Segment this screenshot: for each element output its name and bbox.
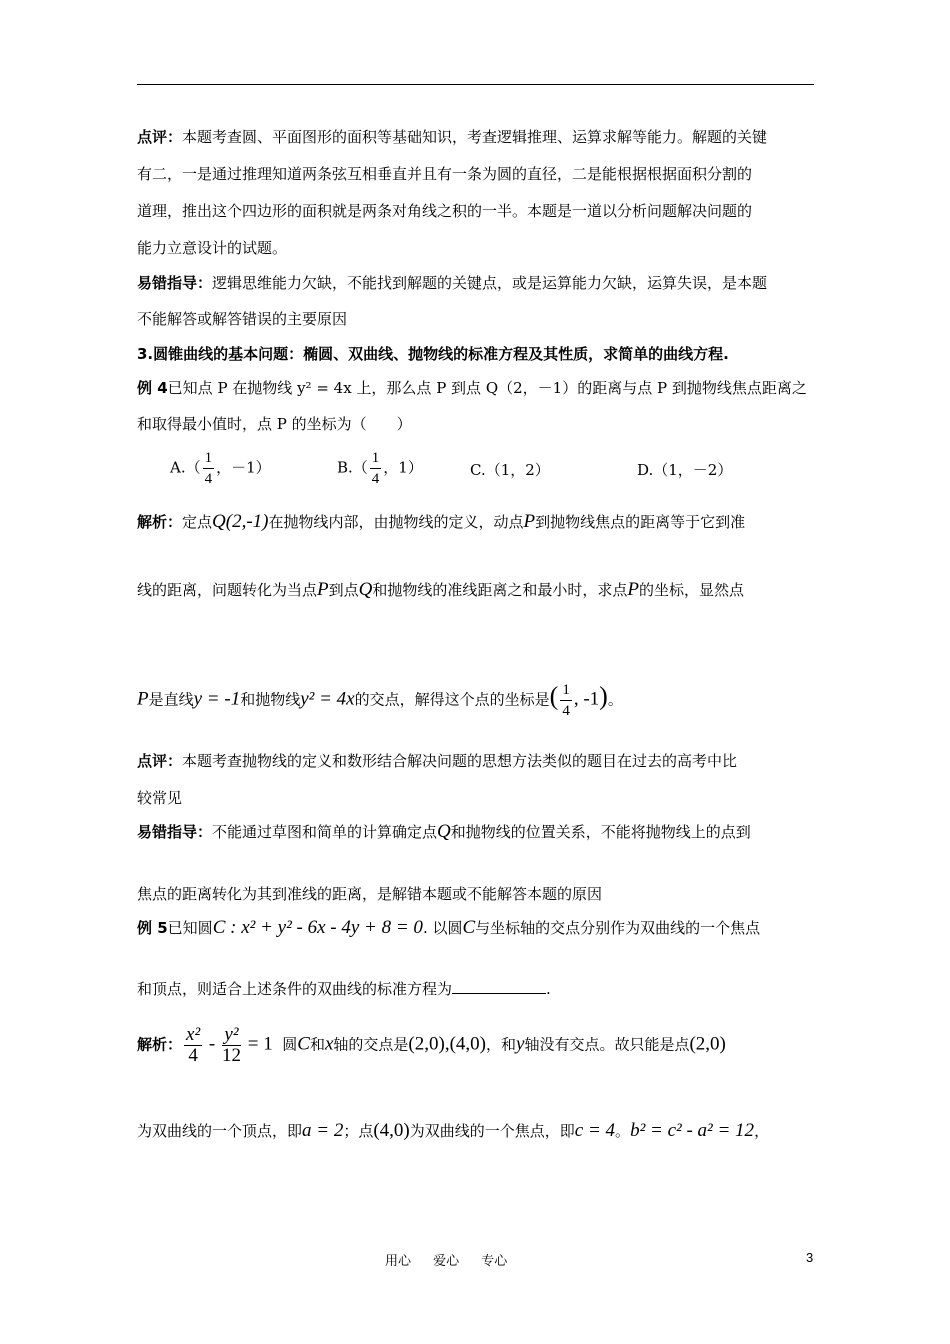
comment-paragraph-2: 点评：本题考查抛物线的定义和数形结合解决问题的思想方法类似的题目在过去的高考中比	[137, 752, 738, 770]
example-label: 例 4	[137, 379, 168, 397]
solution-4-line3: P是直线y = -1和抛物线y² = 4x的交点，解得这个点的坐标是( $\frac{1}{4}$ , -1)。	[137, 681, 623, 719]
page-number: 3	[806, 1250, 814, 1265]
example-4: 例 4已知点 P 在抛物线 y² = 4x 上，那么点 P 到点 Q（2，－1）的距离与点 P 到抛物线焦点距离之	[137, 379, 807, 397]
comment-paragraph: 点评：本题考查圆、平面图形的面积等基础知识，考查逻辑推理、运算求解等能力。解题的关键	[137, 128, 768, 146]
header-rule	[137, 84, 814, 85]
example-5: 例 5已知圆C : x² + y² - 6x - 4y + 8 = 0. 以圆C与坐标轴的交点分别作为双曲线的一个焦点	[137, 917, 761, 938]
answer-blank	[452, 979, 546, 994]
option-b: B.（ $\frac{1}{4}$ ，1）	[337, 450, 423, 487]
error-guide-label: 易错指导：	[137, 274, 213, 292]
document-page: 点评：本题考查圆、平面图形的面积等基础知识，考查逻辑推理、运算求解等能力。解题的关键 有二，一是通过推理知道两条弦互相垂直并且有一条为圆的直径，二是能根据根据面积分割的 道理，推出这个四边形的面积就是两条对角线之积的一半。本题是一道以分析问题解决问题的 能力立意设计的试题。 易错指导：逻辑思维能力欠缺，不能找到解题的关键点，或是运算能力欠缺，运算失误，是本题 不能解答或解答错误的主要原因 3.圆锥曲线的基本问题：椭圆、双曲线、抛物线的标准方程及其性质，求简单的曲线方程. 例 4已知点 P 在抛物线 y² = 4x 上，那么点 P 到点 Q（2，－1）的距离与点 P 到抛物线焦点距离之 和取得最小值时，点 P 的坐标为（ ） A.（ $\frac{1}{4}$ ，－1） B.（ $\frac{1}{4}$ ，1） C.（1，2） D.（1，－2） 解析：定点Q(2,-1)在抛物线内部，由抛物线的定义，动点P到抛物线焦点的距离等于它到准 线的距离，问题转化为当点P到点Q和抛物线的准线距离之和最小时，求点P的坐标，显然点 P是直线y = -1和抛物线y² = 4x的交点，解得这个点的坐标是( $\frac{1}{4}$ , -1)。 点评：本题考查抛物线的定义和数形结合解决问题的思想方法类似的题目在过去的高考中比 较常见 易错指导：不能通过草图和简单的计算确定点Q和抛物线的位置关系，不能将抛物线上的点到 焦点的距离转化为其到准线的距离，是解错本题或不能解答本题的原因 例 5已知圆C : x² + y² - 6x - 4y + 8 = 0. 以圆C与坐标轴的交点分别作为双曲线的一个焦点 和顶点，则适合上述条件的双曲线的标准方程为 . 解析： $\frac{\text{x²}}{4}$ - $\frac{\text{y²}}{12}$ = 1 圆C和x轴的交点是(2,0),(4,0)，和y轴没有交点。故只能是点(2,0) 为双曲线的一个顶点，即a = 2；点(4,0)为双曲线的一个焦点，即c = 4。b² = c² - a² = 12， 用心 爱心 专心 3	[0, 0, 950, 1344]
solution-5-line2: 为双曲线的一个顶点，即a = 2；点(4,0)为双曲线的一个焦点，即c = 4。b² = c² - a² = 12，	[137, 1120, 770, 1141]
option-c: C.（1，2）	[470, 461, 550, 479]
solution-4-line1: 解析：定点Q(2,-1)在抛物线内部，由抛物线的定义，动点P到抛物线焦点的距离等于它到准	[137, 511, 746, 532]
solution-4-line2: 线的距离，问题转化为当点P到点Q和抛物线的准线距离之和最小时，求点P的坐标，显然点	[137, 579, 745, 600]
error-guide-paragraph: 易错指导：逻辑思维能力欠缺，不能找到解题的关键点，或是运算能力欠缺，运算失误，是本题	[137, 274, 768, 292]
section-heading: 3.圆锥曲线的基本问题：椭圆、双曲线、抛物线的标准方程及其性质，求简单的曲线方程.	[137, 345, 729, 363]
error-guide-paragraph-2: 易错指导：不能通过草图和简单的计算确定点Q和抛物线的位置关系，不能将抛物线上的点到	[137, 821, 751, 842]
option-a: A.（ $\frac{1}{4}$ ，－1）	[170, 450, 271, 487]
option-d: D.（1，－2）	[637, 461, 733, 479]
solution-label: 解析：	[137, 513, 183, 531]
page-footer: 用心 爱心 专心	[385, 1254, 508, 1269]
comment-label: 点评：	[137, 128, 183, 146]
solution-5-line1: 解析： $\frac{\text{x²}}{4}$ - $\frac{\text{y²}}{12}$ = 1 圆C和x轴的交点是(2,0),(4,0)，和y轴没有交点。故只能是点(2,0)	[137, 1024, 726, 1066]
